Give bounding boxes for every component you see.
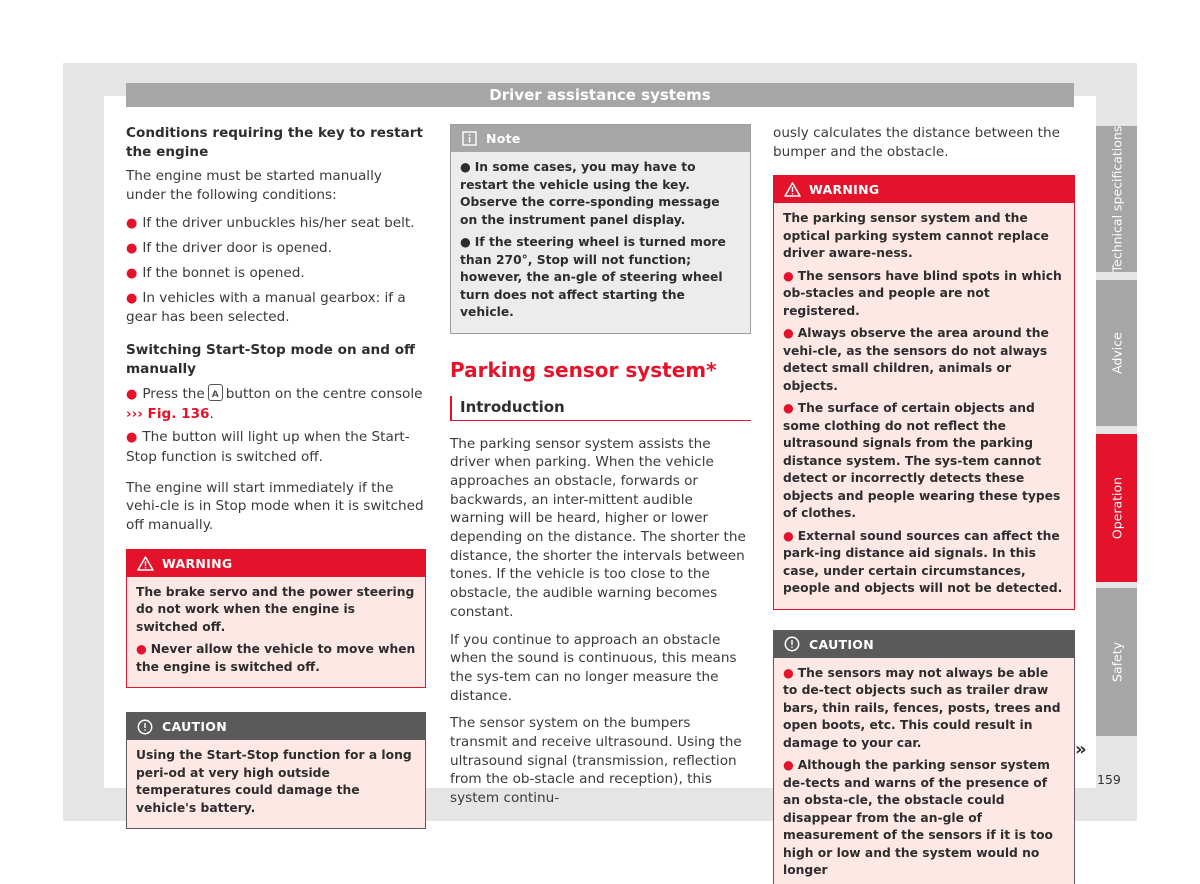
warning-bullet: ● Never allow the vehicle to move when the engine is switched off. — [136, 642, 416, 674]
bullet-dot: ● — [126, 216, 138, 232]
list-item: ● If the driver door is opened. — [126, 240, 332, 257]
column-left — [126, 124, 426, 845]
caution-bullet: ● Although the parking sensor system de-tects and warns of the presence of an obsta-cle, the obstacle could disappear from the an-gle of measurement of the sensors if it is too high or low and the system would no longer — [783, 758, 1053, 878]
conditions-list — [126, 214, 426, 327]
intro-paragraph: The parking sensor system assists the driver when parking. When the vehicle approaches an obstacle, forwards or backwards, an inter-mittent audible warning will be heard, higher or lower depending on the distance. The shorter the distance, the shorter the intervals between tones. If the vehicle is too close to the obstacle, the audible warning becomes constant. — [450, 435, 746, 620]
intro-paragraph: If you continue to approach an obstacle when the sound is continuous, this means the sys-tem can no longer measure the distance. — [450, 631, 737, 704]
bullet-dot: ● — [460, 160, 471, 174]
note-label: Note — [486, 131, 521, 146]
heading-restart-key: Conditions requiring the key to restart the engine — [126, 125, 423, 160]
press-instruction: ● Press theA button on the centre console ››› Fig. 136. — [126, 384, 426, 423]
warning-lead: The brake servo and the power steering do not work when the engine is switched off. — [136, 584, 415, 634]
bullet-dot: ● — [126, 241, 138, 257]
warning-bullet: ● Always observe the area around the vehi-cle, as the sensors do not always detect small children, animals or objects. — [783, 326, 1049, 393]
heading-start-stop: Switching Start-Stop mode on and off manually — [126, 341, 416, 377]
info-icon — [460, 130, 478, 148]
tab-safety[interactable]: Safety — [1096, 588, 1137, 736]
button-light-note: ● The button will light up when the Start-Stop function is switched off. — [126, 429, 410, 466]
bullet-dot: ● — [783, 401, 794, 416]
warning-box-parking — [773, 175, 1075, 610]
list-item: ● In vehicles with a manual gearbox: if a gear has been selected. — [126, 289, 406, 326]
note-bullet: ● If the steering wheel is turned more than 270°, Stop will not function; however, the an-gle of steering wheel turn does not affect starting the vehicle. — [460, 235, 726, 319]
tab-technical-specifications[interactable]: Technical specifications — [1096, 126, 1137, 272]
fig-136-link[interactable]: ››› Fig. 136 — [126, 405, 210, 422]
list-item: ● If the bonnet is opened. — [126, 264, 305, 281]
intro-paragraph: The sensor system on the bumpers transmit and receive ultrasound. Using the ultrasound signal (transmission, reflection from the ob-stacle and reception), this system continu- — [450, 715, 742, 807]
warning-label: WARNING — [809, 182, 880, 198]
list-item: ● If the driver unbuckles his/her seat belt. — [126, 215, 415, 232]
bullet-dot: ● — [783, 326, 794, 341]
bullet-dot: ● — [126, 265, 138, 281]
page-number: 159 — [1097, 772, 1121, 787]
bullet-dot: ● — [783, 758, 794, 773]
bullet-dot: ● — [783, 528, 794, 543]
warning-triangle-icon — [136, 554, 154, 572]
bullet-dot: ● — [136, 642, 147, 657]
warning-bullet: ● The surface of certain objects and some clothing do not reflect the ultrasound signals from the parking distance system. The sys-tem cannot detect or incorrectly detects these objects and people wearing these types of clothes. — [783, 401, 1061, 521]
caution-bullet: ● The sensors may not always be able to de-tect objects such as trailer draw bars, thin rails, fences, posts, trees and open boots, etc. This could result in damage to your car. — [783, 665, 1061, 750]
warning-bullet: ● The sensors have blind spots in which ob-stacles and people are not registered. — [783, 268, 1062, 318]
bullet-dot: ● — [126, 290, 138, 306]
subsection-introduction: Introduction — [450, 396, 751, 421]
restart-paragraph: The engine will start immediately if the vehi-cle is in Stop mode when it is switched off manually. — [126, 479, 424, 534]
continuation-paragraph: ously calculates the distance between the bumper and the obstacle. — [773, 125, 1060, 160]
caution-text: Using the Start-Stop function for a long peri-od at very high outside temperatures could damage the vehicle's battery. — [136, 748, 412, 815]
note-bullet: ● In some cases, you may have to restart the vehicle using the key. Observe the corre-sponding message on the instrument panel display. — [460, 160, 720, 227]
tab-advice[interactable]: Advice — [1096, 280, 1137, 426]
bullet-dot: ● — [783, 665, 794, 680]
bullet-dot: ● — [783, 268, 794, 283]
bullet-dot: ● — [460, 235, 471, 249]
warning-triangle-icon — [783, 181, 801, 199]
warning-box-start-stop — [126, 549, 426, 689]
warning-lead: The parking sensor system and the optical parking system cannot replace driver aware-ness. — [783, 211, 1049, 261]
start-stop-button-icon — [208, 384, 223, 401]
section-title-parking: Parking sensor system* — [450, 357, 717, 382]
caution-label: CAUTION — [162, 719, 227, 735]
caution-circle-icon — [783, 635, 801, 653]
column-right — [773, 124, 1075, 884]
caution-circle-icon — [136, 718, 154, 736]
warning-label: WARNING — [162, 555, 233, 571]
caution-box-parking — [773, 630, 1075, 884]
caution-box-battery — [126, 712, 426, 829]
continued-arrow-icon: » — [1075, 739, 1087, 760]
caution-label: CAUTION — [809, 636, 874, 652]
chapter-header: Driver assistance systems — [126, 83, 1074, 107]
note-box — [450, 124, 751, 334]
column-middle — [450, 124, 751, 814]
bullet-dot: ● — [126, 386, 138, 402]
bullet-dot: ● — [126, 430, 138, 446]
conditions-intro: The engine must be started manually under the following conditions: — [126, 168, 382, 203]
tab-operation[interactable]: Operation — [1096, 434, 1137, 582]
warning-bullet: ● External sound sources can affect the park-ing distance aid signals. In this case, under certain circumstances, people and objects will not be detected. — [783, 528, 1063, 596]
